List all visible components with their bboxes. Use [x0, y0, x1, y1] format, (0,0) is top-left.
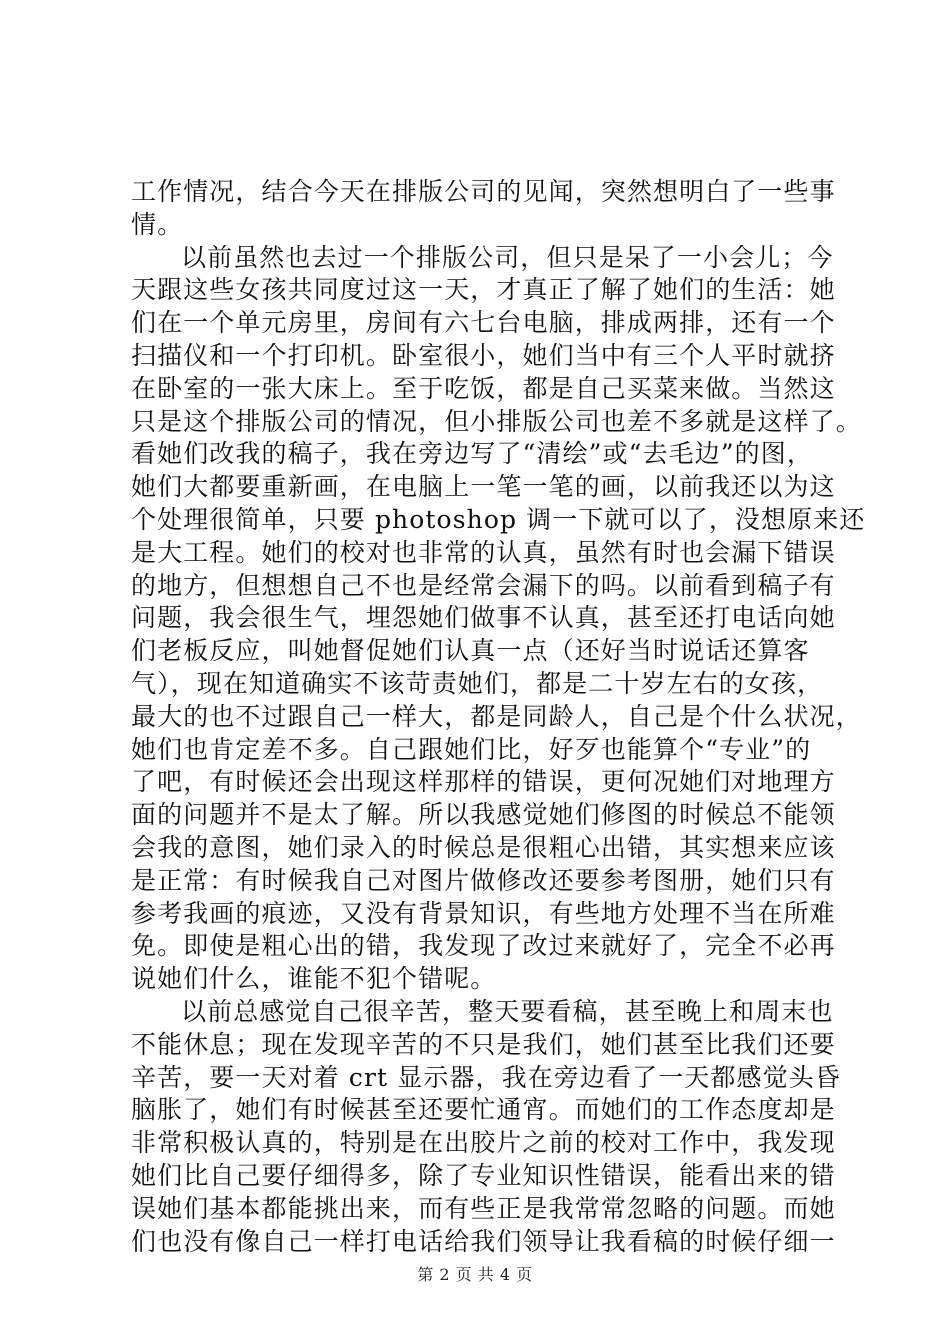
- text-line: 在卧室的一张大床上。至于吃饭，都是自己买菜来做。当然这: [131, 373, 836, 403]
- text-line: 情。: [131, 209, 184, 239]
- text-line: 的地方，但想想自己不也是经常会漏下的吗。以前看到稿子有: [131, 570, 836, 600]
- text-line: 非常积极认真的，特别是在出胶片之前的校对工作中，我发现: [131, 1128, 836, 1158]
- text-line: 参考我画的痕迹，又没有背景知识，有些地方处理不当在所难: [131, 898, 836, 928]
- text-line: 误她们基本都能挑出来，而有些正是我常常忽略的问题。而她: [131, 1193, 836, 1223]
- text-line: 了吧，有时候还会出现这样那样的错误，更何况她们对地理方: [131, 767, 836, 797]
- text-line: 看她们改我的稿子，我在旁边写了“清绘”或“去毛边”的图，: [131, 439, 813, 469]
- text-line: 她们比自己要仔细得多，除了专业知识性错误，能看出来的错: [131, 1160, 836, 1190]
- text-line: 面的问题并不是太了解。所以我感觉她们修图的时候总不能领: [131, 800, 836, 830]
- text-line: 们老板反应，叫她督促她们认真一点（还好当时说话还算客: [131, 636, 810, 666]
- text-line: 辛苦，要一天对着 crt 显示器，我在旁边看了一天都感觉头昏: [131, 1062, 841, 1092]
- text-line: 天跟这些女孩共同度过这一天，才真正了解了她们的生活：她: [131, 275, 836, 305]
- text-line: 脑胀了，她们有时候甚至还要忙通宵。而她们的工作态度却是: [131, 1095, 836, 1125]
- text-line: 是正常：有时候我自己对图片做修改还要参考图册，她们只有: [131, 865, 836, 895]
- text-line: 工作情况，结合今天在排版公司的见闻，突然想明白了一些事: [131, 177, 836, 206]
- text-line: 以前总感觉自己很辛苦，整天要看稿，甚至晚上和周末也: [181, 996, 834, 1026]
- text-line: 问题，我会很生气，埋怨她们做事不认真，甚至还打电话向她: [131, 603, 836, 633]
- text-line: 她们也肯定差不多。自己跟她们比，好歹也能算个“专业”的: [131, 734, 812, 764]
- body-text: [131, 176, 866, 1258]
- text-line: 会我的意图，她们录入的时候总是很粗心出错，其实想来应该: [131, 832, 836, 862]
- text-line: 个处理很简单，只要 photoshop 调一下就可以了，没想原来还: [131, 504, 866, 534]
- text-line: 们在一个单元房里，房间有六七台电脑，排成两排，还有一个: [131, 308, 836, 338]
- text-line: 扫描仪和一个打印机。卧室很小，她们当中有三个人平时就挤: [131, 340, 836, 370]
- text-line: 最大的也不过跟自己一样大，都是同龄人，自己是个什么状况，: [131, 701, 862, 731]
- text-line: 不能休息；现在发现辛苦的不只是我们，她们甚至比我们还要: [131, 1029, 836, 1059]
- text-line: 说她们什么，谁能不犯个错呢。: [131, 964, 497, 994]
- text-line: 她们大都要重新画，在电脑上一笔一笔的画，以前我还以为这: [131, 472, 836, 502]
- text-line: 气），现在知道确实不该苛责她们，都是二十岁左右的女孩，: [131, 668, 824, 698]
- text-line: 免。即使是粗心出的错，我发现了改过来就好了，完全不必再: [131, 931, 836, 961]
- text-line: 只是这个排版公司的情况，但小排版公司也差不多就是这样了。: [131, 406, 862, 436]
- text-line: 以前虽然也去过一个排版公司，但只是呆了一小会儿；今: [181, 242, 834, 272]
- page-footer: 第 2 页 共 4 页: [417, 1265, 533, 1284]
- text-line: 们也没有像自己一样打电话给我们领导让我看稿的时候仔细一: [131, 1226, 836, 1256]
- text-line: 是大工程。她们的校对也非常的认真，虽然有时也会漏下错误: [131, 537, 836, 567]
